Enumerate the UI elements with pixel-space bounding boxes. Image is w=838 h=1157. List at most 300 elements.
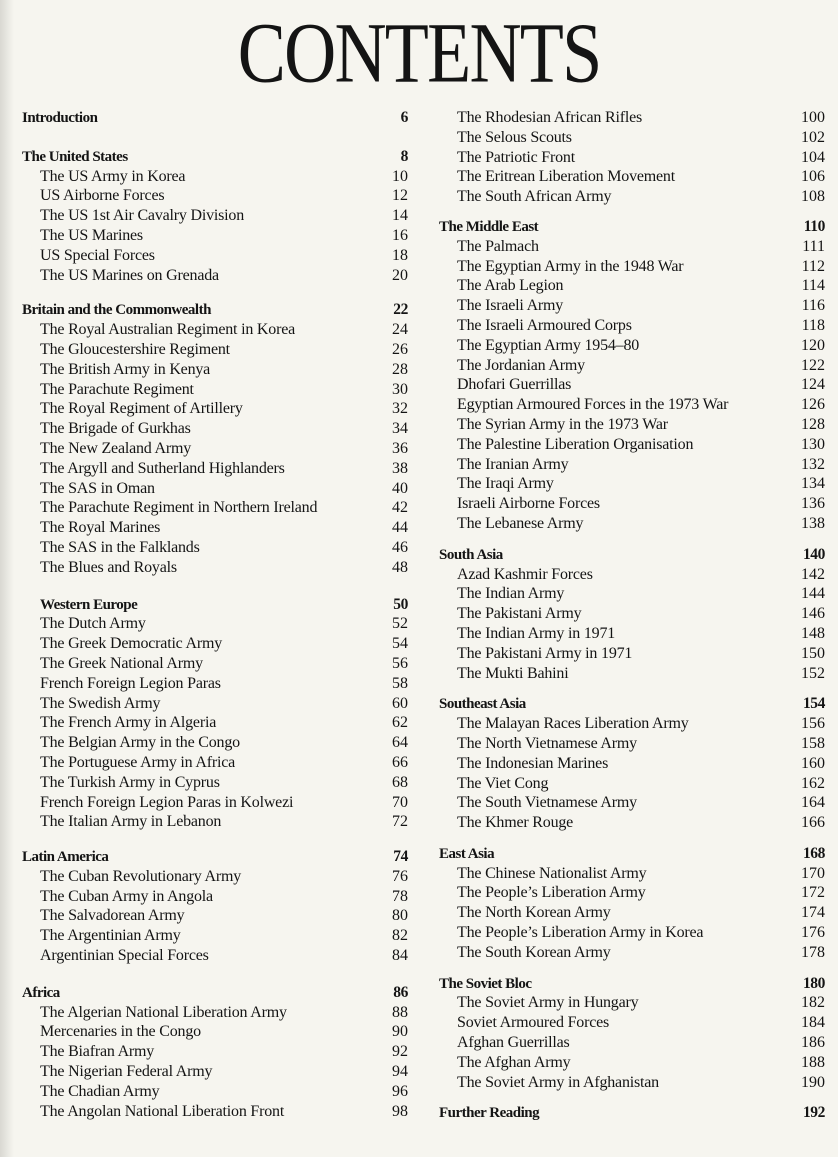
- entry-page-number: 106: [801, 168, 825, 186]
- entry-page-number: 98: [392, 1102, 408, 1120]
- entry-title: The US Marines on Grenada: [40, 266, 219, 284]
- toc-entry[interactable]: [22, 733, 408, 753]
- entry-title: The Indonesian Marines: [457, 754, 609, 772]
- entry-title: The Eritrean Liberation Movement: [457, 168, 675, 186]
- entry-page-number: 116: [801, 297, 825, 315]
- entry-title: Israeli Airborne Forces: [457, 495, 600, 513]
- entry-title: The Lebanese Army: [457, 514, 584, 532]
- entry-page-number: 128: [801, 415, 825, 433]
- toc-entry[interactable]: [22, 614, 408, 634]
- entry-title: The US Army in Korea: [40, 167, 186, 185]
- entry-title: The Argyll and Sutherland Highlanders: [40, 459, 285, 477]
- section-heading-label: Latin America: [22, 849, 109, 866]
- entry-title: The Indian Army: [457, 585, 565, 603]
- entry-title: The Palmach: [457, 237, 539, 255]
- entry-page-number: 14: [392, 207, 408, 225]
- toc-entry[interactable]: [22, 946, 408, 966]
- toc-section-africa: [22, 983, 408, 1122]
- entry-page-number: 148: [801, 624, 825, 642]
- entry-page-number: 104: [801, 148, 825, 166]
- entry-page-number: 38: [392, 459, 408, 477]
- toc-entry[interactable]: [22, 1102, 408, 1122]
- entry-title: The US 1st Air Cavalry Division: [40, 207, 245, 225]
- toc-entry[interactable]: [439, 993, 825, 1013]
- toc-entry[interactable]: [22, 518, 408, 538]
- entry-title: The British Army in Kenya: [40, 360, 211, 378]
- section-page-number: 50: [393, 595, 408, 613]
- toc-entry[interactable]: [22, 266, 408, 286]
- toc-entry[interactable]: [439, 883, 825, 903]
- entry-title: The Royal Australian Regiment in Korea: [40, 321, 296, 339]
- toc-entry[interactable]: [22, 793, 408, 813]
- entry-page-number: 138: [801, 514, 825, 532]
- toc-section-heading[interactable]: [439, 694, 825, 714]
- entry-page-number: 111: [802, 237, 825, 255]
- toc-entry[interactable]: [22, 380, 408, 400]
- entry-page-number: 72: [392, 813, 408, 831]
- toc-entry[interactable]: [439, 395, 825, 415]
- toc-entry[interactable]: [439, 356, 825, 376]
- section-page-number: 74: [393, 848, 408, 866]
- toc-section-east-asia: [439, 844, 825, 963]
- toc-entry[interactable]: [22, 558, 408, 578]
- entry-page-number: 178: [801, 943, 825, 961]
- entry-title: The Pakistani Army: [457, 605, 582, 623]
- entry-page-number: 146: [801, 605, 825, 623]
- entry-title: The North Vietnamese Army: [457, 734, 637, 752]
- entry-title: The Iranian Army: [457, 455, 569, 473]
- toc-entry[interactable]: [22, 538, 408, 558]
- section-heading-label: Southeast Asia: [439, 696, 526, 713]
- toc-section-south-asia: [439, 545, 825, 684]
- toc-entry[interactable]: [439, 1013, 825, 1033]
- entry-page-number: 52: [392, 615, 408, 633]
- entry-page-number: 54: [392, 635, 408, 653]
- entry-title: The Gloucestershire Regiment: [40, 340, 230, 358]
- entry-page-number: 88: [392, 1003, 408, 1021]
- toc-section-heading[interactable]: [22, 595, 408, 615]
- section-page-number: 168: [802, 844, 825, 862]
- entry-page-number: 96: [392, 1082, 408, 1100]
- toc-entry[interactable]: [439, 435, 825, 455]
- toc-section-heading[interactable]: [439, 217, 825, 237]
- entry-title: Azad Kashmir Forces: [457, 565, 593, 583]
- entry-page-number: 16: [392, 226, 408, 244]
- entry-title: The SAS in Oman: [40, 479, 155, 497]
- entry-page-number: 100: [801, 109, 825, 126]
- entry-title: The Iraqi Army: [457, 475, 554, 493]
- entry-title: The People’s Liberation Army: [457, 884, 646, 902]
- entry-title: The Afghan Army: [457, 1053, 571, 1071]
- entry-title: The Cuban Revolutionary Army: [40, 867, 242, 885]
- entry-page-number: 36: [392, 439, 408, 457]
- entry-page-number: 132: [801, 455, 825, 473]
- entry-title: The Turkish Army in Cyprus: [40, 773, 220, 791]
- entry-title: The Blues and Royals: [40, 558, 177, 576]
- entry-title: The Brigade of Gurkhas: [40, 420, 191, 438]
- entry-page-number: 174: [801, 904, 825, 922]
- toc-entry[interactable]: [439, 943, 825, 963]
- entry-title: The Angolan National Liberation Front: [40, 1102, 285, 1120]
- entry-page-number: 130: [801, 435, 825, 453]
- entry-title: The Royal Marines: [40, 519, 161, 537]
- entry-page-number: 158: [801, 734, 825, 752]
- toc-section-heading[interactable]: [22, 108, 408, 128]
- entry-title: The South African Army: [457, 188, 612, 206]
- entry-title: The Egyptian Army 1954–80: [457, 336, 640, 354]
- entry-page-number: 124: [801, 376, 825, 394]
- toc-section-western-europe: [22, 595, 408, 833]
- entry-title: The Egyptian Army in the 1948 War: [457, 257, 684, 275]
- toc-entry[interactable]: [439, 604, 825, 624]
- toc-entry[interactable]: [22, 498, 408, 518]
- toc-section-latin-america: [22, 847, 408, 966]
- entry-page-number: 56: [392, 654, 408, 672]
- toc-entry[interactable]: [22, 1062, 408, 1082]
- entry-page-number: 162: [801, 774, 825, 792]
- entry-title: The North Korean Army: [457, 904, 611, 922]
- toc-section-heading[interactable]: [439, 545, 825, 565]
- toc-section-heading[interactable]: [22, 147, 408, 167]
- toc-section-introduction: [22, 108, 408, 128]
- entry-page-number: 30: [392, 380, 408, 398]
- entry-title: The Chinese Nationalist Army: [457, 864, 647, 882]
- section-heading-label: The United States: [22, 148, 128, 165]
- entry-title: The Jordanian Army: [457, 356, 585, 374]
- entry-title: The South Vietnamese Army: [457, 794, 637, 812]
- entry-title: The Mukti Bahini: [457, 664, 569, 682]
- entry-title: The Viet Cong: [457, 774, 549, 792]
- toc-entry[interactable]: [439, 237, 825, 257]
- section-page-number: 8: [400, 147, 408, 165]
- toc-entry[interactable]: [22, 320, 408, 340]
- entry-title: French Foreign Legion Paras: [40, 674, 221, 692]
- entry-page-number: 184: [801, 1014, 825, 1032]
- toc-entry[interactable]: [439, 257, 825, 277]
- entry-page-number: 20: [392, 266, 408, 284]
- toc-entry[interactable]: [439, 276, 825, 296]
- toc-section-heading[interactable]: [439, 974, 825, 994]
- entry-page-number: 160: [801, 754, 825, 772]
- entry-title: The Soviet Army in Hungary: [457, 994, 639, 1012]
- toc-section-southeast-asia: [439, 694, 825, 833]
- entry-title: The Argentinian Army: [40, 927, 181, 945]
- entry-page-number: 170: [801, 864, 825, 882]
- entry-title: Afghan Guerrillas: [457, 1034, 570, 1052]
- entry-title: French Foreign Legion Paras in Kolwezi: [40, 793, 294, 811]
- entry-title: Dhofari Guerrillas: [457, 376, 572, 394]
- entry-page-number: 40: [392, 479, 408, 497]
- entry-title: The Israeli Armoured Corps: [457, 316, 632, 334]
- toc-entry[interactable]: [439, 1033, 825, 1053]
- toc-entry[interactable]: [439, 375, 825, 395]
- entry-title: The Dutch Army: [40, 615, 146, 633]
- toc-entry[interactable]: [22, 206, 408, 226]
- entry-page-number: 108: [801, 188, 825, 206]
- toc-entry[interactable]: [22, 753, 408, 773]
- entry-page-number: 102: [801, 128, 825, 146]
- entry-page-number: 190: [801, 1073, 825, 1091]
- section-heading-label: South Asia: [439, 546, 503, 563]
- toc-section-the-united-states: [22, 147, 408, 286]
- toc-entry[interactable]: [22, 694, 408, 714]
- entry-title: The Royal Regiment of Artillery: [40, 400, 243, 418]
- toc-entry[interactable]: [439, 565, 825, 585]
- entry-title: The Portuguese Army in Africa: [40, 753, 236, 771]
- toc-section-britain-and-the-commonwealth: [22, 300, 408, 577]
- toc-entry[interactable]: [439, 494, 825, 514]
- toc-entry[interactable]: [22, 812, 408, 832]
- toc-section-further-reading: [439, 1103, 825, 1123]
- entry-page-number: 58: [392, 674, 408, 692]
- toc-entry[interactable]: [439, 1053, 825, 1073]
- entry-title: The Greek Democratic Army: [40, 635, 223, 653]
- toc-entry[interactable]: [22, 186, 408, 206]
- entry-page-number: 68: [392, 773, 408, 791]
- toc-entry[interactable]: [439, 148, 825, 168]
- toc-entry[interactable]: [439, 336, 825, 356]
- toc-entry[interactable]: [439, 754, 825, 774]
- toc-entry[interactable]: [22, 399, 408, 419]
- toc-entry[interactable]: [22, 906, 408, 926]
- toc-entry[interactable]: [22, 1082, 408, 1102]
- toc-section-the-middle-east: [439, 217, 825, 534]
- entry-title: The Chadian Army: [40, 1082, 160, 1100]
- toc-entry[interactable]: [439, 474, 825, 494]
- toc-entry[interactable]: [439, 624, 825, 644]
- section-heading-label: Introduction: [22, 110, 98, 126]
- toc-entry[interactable]: [22, 926, 408, 946]
- entry-page-number: 152: [801, 664, 825, 682]
- toc-entry[interactable]: [439, 108, 825, 128]
- entry-title: The Malayan Races Liberation Army: [457, 715, 689, 733]
- toc-section-heading[interactable]: [22, 983, 408, 1003]
- entry-page-number: 34: [392, 420, 408, 438]
- entry-title: The New Zealand Army: [40, 439, 192, 457]
- toc-entry[interactable]: [22, 1003, 408, 1023]
- toc-entry[interactable]: [439, 514, 825, 534]
- toc-entry[interactable]: [439, 923, 825, 943]
- toc-entry[interactable]: [22, 340, 408, 360]
- entry-title: The Khmer Rouge: [457, 814, 574, 832]
- toc-entry[interactable]: [439, 903, 825, 923]
- toc-entry[interactable]: [439, 415, 825, 435]
- section-page-number: 140: [802, 545, 825, 563]
- entry-page-number: 78: [392, 887, 408, 905]
- entry-page-number: 76: [392, 867, 408, 885]
- entry-title: The Indian Army in 1971: [457, 624, 616, 642]
- entry-title: The Cuban Army in Angola: [40, 887, 213, 905]
- entry-page-number: 60: [392, 694, 408, 712]
- entry-title: The Patriotic Front: [457, 148, 575, 166]
- toc-entry[interactable]: [22, 479, 408, 499]
- entry-page-number: 92: [392, 1043, 408, 1061]
- toc-entry[interactable]: [439, 734, 825, 754]
- entry-page-number: 28: [392, 360, 408, 378]
- toc-entry[interactable]: [22, 773, 408, 793]
- entry-page-number: 112: [801, 257, 825, 275]
- toc-entry[interactable]: [439, 644, 825, 664]
- entry-page-number: 10: [392, 167, 408, 185]
- toc-entry[interactable]: [22, 674, 408, 694]
- entry-title: The Algerian National Liberation Army: [40, 1003, 287, 1021]
- toc-entry[interactable]: [22, 360, 408, 380]
- toc-section-heading[interactable]: [439, 844, 825, 864]
- toc-entry[interactable]: [439, 187, 825, 207]
- entry-page-number: 120: [801, 336, 825, 354]
- entry-title: The Belgian Army in the Congo: [40, 734, 240, 752]
- toc-entry[interactable]: [439, 714, 825, 734]
- entry-page-number: 172: [801, 884, 825, 902]
- entry-page-number: 42: [392, 499, 408, 517]
- toc-entry[interactable]: [439, 296, 825, 316]
- section-heading-label: East Asia: [439, 845, 495, 862]
- toc-entry[interactable]: [22, 439, 408, 459]
- entry-page-number: 12: [392, 187, 408, 205]
- toc-entry[interactable]: [22, 1022, 408, 1042]
- entry-page-number: 176: [801, 924, 825, 942]
- toc-entry[interactable]: [22, 459, 408, 479]
- entry-page-number: 150: [801, 644, 825, 662]
- entry-title: The Arab Legion: [457, 277, 564, 295]
- entry-title: The French Army in Algeria: [40, 714, 217, 732]
- entry-title: The Parachute Regiment: [40, 380, 194, 398]
- entry-page-number: 46: [392, 538, 408, 556]
- toc-left-column: [22, 108, 408, 1136]
- toc-entry[interactable]: [22, 867, 408, 887]
- toc-entry[interactable]: [439, 1073, 825, 1093]
- entry-title: The Rhodesian African Rifles: [457, 109, 643, 126]
- entry-page-number: 70: [392, 793, 408, 811]
- section-page-number: 192: [802, 1104, 825, 1122]
- entry-title: Argentinian Special Forces: [40, 947, 209, 965]
- toc-entry[interactable]: [22, 1042, 408, 1062]
- entry-title: The Parachute Regiment in Northern Ireland: [40, 499, 318, 517]
- entry-page-number: 90: [392, 1023, 408, 1041]
- entry-page-number: 48: [392, 558, 408, 576]
- section-page-number: 154: [802, 695, 825, 713]
- entry-page-number: 144: [801, 585, 825, 603]
- toc-entry[interactable]: [22, 634, 408, 654]
- entry-title: The Palestine Liberation Organisation: [457, 435, 694, 453]
- entry-page-number: 26: [392, 340, 408, 358]
- entry-page-number: 142: [801, 565, 825, 583]
- toc-entry[interactable]: [22, 246, 408, 266]
- section-heading-label: Western Europe: [40, 596, 138, 613]
- page-gutter-shadow: [0, 0, 14, 1157]
- entry-page-number: 62: [392, 714, 408, 732]
- page-title-text: CONTENTS: [237, 4, 601, 101]
- entry-title: The US Marines: [40, 226, 143, 244]
- toc-entry[interactable]: [22, 713, 408, 733]
- entry-page-number: 84: [392, 947, 408, 965]
- entry-page-number: 94: [392, 1063, 408, 1081]
- toc-entry[interactable]: [439, 813, 825, 833]
- entry-page-number: 166: [801, 814, 825, 832]
- toc-entry[interactable]: [22, 226, 408, 246]
- toc-entry[interactable]: [439, 128, 825, 148]
- toc-entry[interactable]: [439, 664, 825, 684]
- entry-title: The Swedish Army: [40, 694, 161, 712]
- entry-title: The Salvadorean Army: [40, 907, 185, 925]
- toc-section-heading[interactable]: [439, 1103, 825, 1123]
- toc-entry[interactable]: [439, 864, 825, 884]
- toc-section-heading[interactable]: [22, 847, 408, 867]
- entry-title: The Syrian Army in the 1973 War: [457, 415, 668, 433]
- section-heading-label: Africa: [22, 984, 60, 1001]
- section-heading-label: Britain and the Commonwealth: [22, 302, 211, 319]
- entry-title: The Greek National Army: [40, 654, 203, 672]
- toc-entry[interactable]: [439, 316, 825, 336]
- entry-title: Mercenaries in the Congo: [40, 1023, 201, 1041]
- section-page-number: 110: [803, 217, 825, 235]
- entry-title: The SAS in the Falklands: [40, 538, 200, 556]
- entry-page-number: 156: [801, 715, 825, 733]
- section-page-number: 180: [802, 974, 825, 992]
- toc-section-the-soviet-bloc: [439, 974, 825, 1093]
- entry-page-number: 136: [801, 495, 825, 513]
- section-page-number: 22: [393, 301, 408, 319]
- toc-entry[interactable]: [22, 887, 408, 907]
- toc-section-heading[interactable]: [22, 300, 408, 320]
- toc-entry[interactable]: [439, 584, 825, 604]
- entry-title: The Israeli Army: [457, 297, 564, 315]
- entry-page-number: 122: [801, 356, 825, 374]
- section-page-number: 6: [400, 109, 408, 126]
- section-heading-label: The Soviet Bloc: [439, 975, 532, 992]
- entry-page-number: 134: [801, 475, 825, 493]
- entry-page-number: 118: [801, 316, 825, 334]
- entry-title: The Nigerian Federal Army: [40, 1063, 213, 1081]
- entry-title: US Airborne Forces: [40, 187, 165, 205]
- entry-page-number: 114: [801, 277, 825, 295]
- toc-entry[interactable]: [439, 455, 825, 475]
- toc-section-continued: [439, 108, 825, 207]
- section-page-number: 86: [393, 983, 408, 1001]
- entry-title: Egyptian Armoured Forces in the 1973 War: [457, 396, 729, 414]
- entry-title: The South Korean Army: [457, 943, 611, 961]
- page-title: [0, 6, 838, 101]
- toc-entry[interactable]: [22, 654, 408, 674]
- entry-title: The Soviet Army in Afghanistan: [457, 1073, 659, 1091]
- entry-title: The Selous Scouts: [457, 128, 572, 146]
- entry-title: Soviet Armoured Forces: [457, 1014, 610, 1032]
- entry-page-number: 44: [392, 519, 408, 537]
- toc-entry[interactable]: [22, 167, 408, 187]
- entry-page-number: 188: [801, 1053, 825, 1071]
- entry-page-number: 66: [392, 753, 408, 771]
- entry-title: US Special Forces: [40, 246, 155, 264]
- entry-title: The People’s Liberation Army in Korea: [457, 924, 704, 942]
- entry-page-number: 64: [392, 734, 408, 752]
- section-heading-label: The Middle East: [439, 218, 539, 235]
- toc-entry[interactable]: [439, 167, 825, 187]
- entry-page-number: 82: [392, 927, 408, 945]
- toc-entry[interactable]: [439, 793, 825, 813]
- toc-entry[interactable]: [22, 419, 408, 439]
- entry-title: The Biafran Army: [40, 1043, 155, 1061]
- entry-page-number: 80: [392, 907, 408, 925]
- entry-page-number: 164: [801, 794, 825, 812]
- entry-page-number: 24: [392, 321, 408, 339]
- entry-page-number: 182: [801, 994, 825, 1012]
- entry-page-number: 126: [801, 396, 825, 414]
- entry-title: The Pakistani Army in 1971: [457, 644, 633, 662]
- entry-page-number: 186: [801, 1034, 825, 1052]
- entry-title: The Italian Army in Lebanon: [40, 813, 222, 831]
- toc-right-column: [439, 108, 825, 1134]
- toc-entry[interactable]: [439, 774, 825, 794]
